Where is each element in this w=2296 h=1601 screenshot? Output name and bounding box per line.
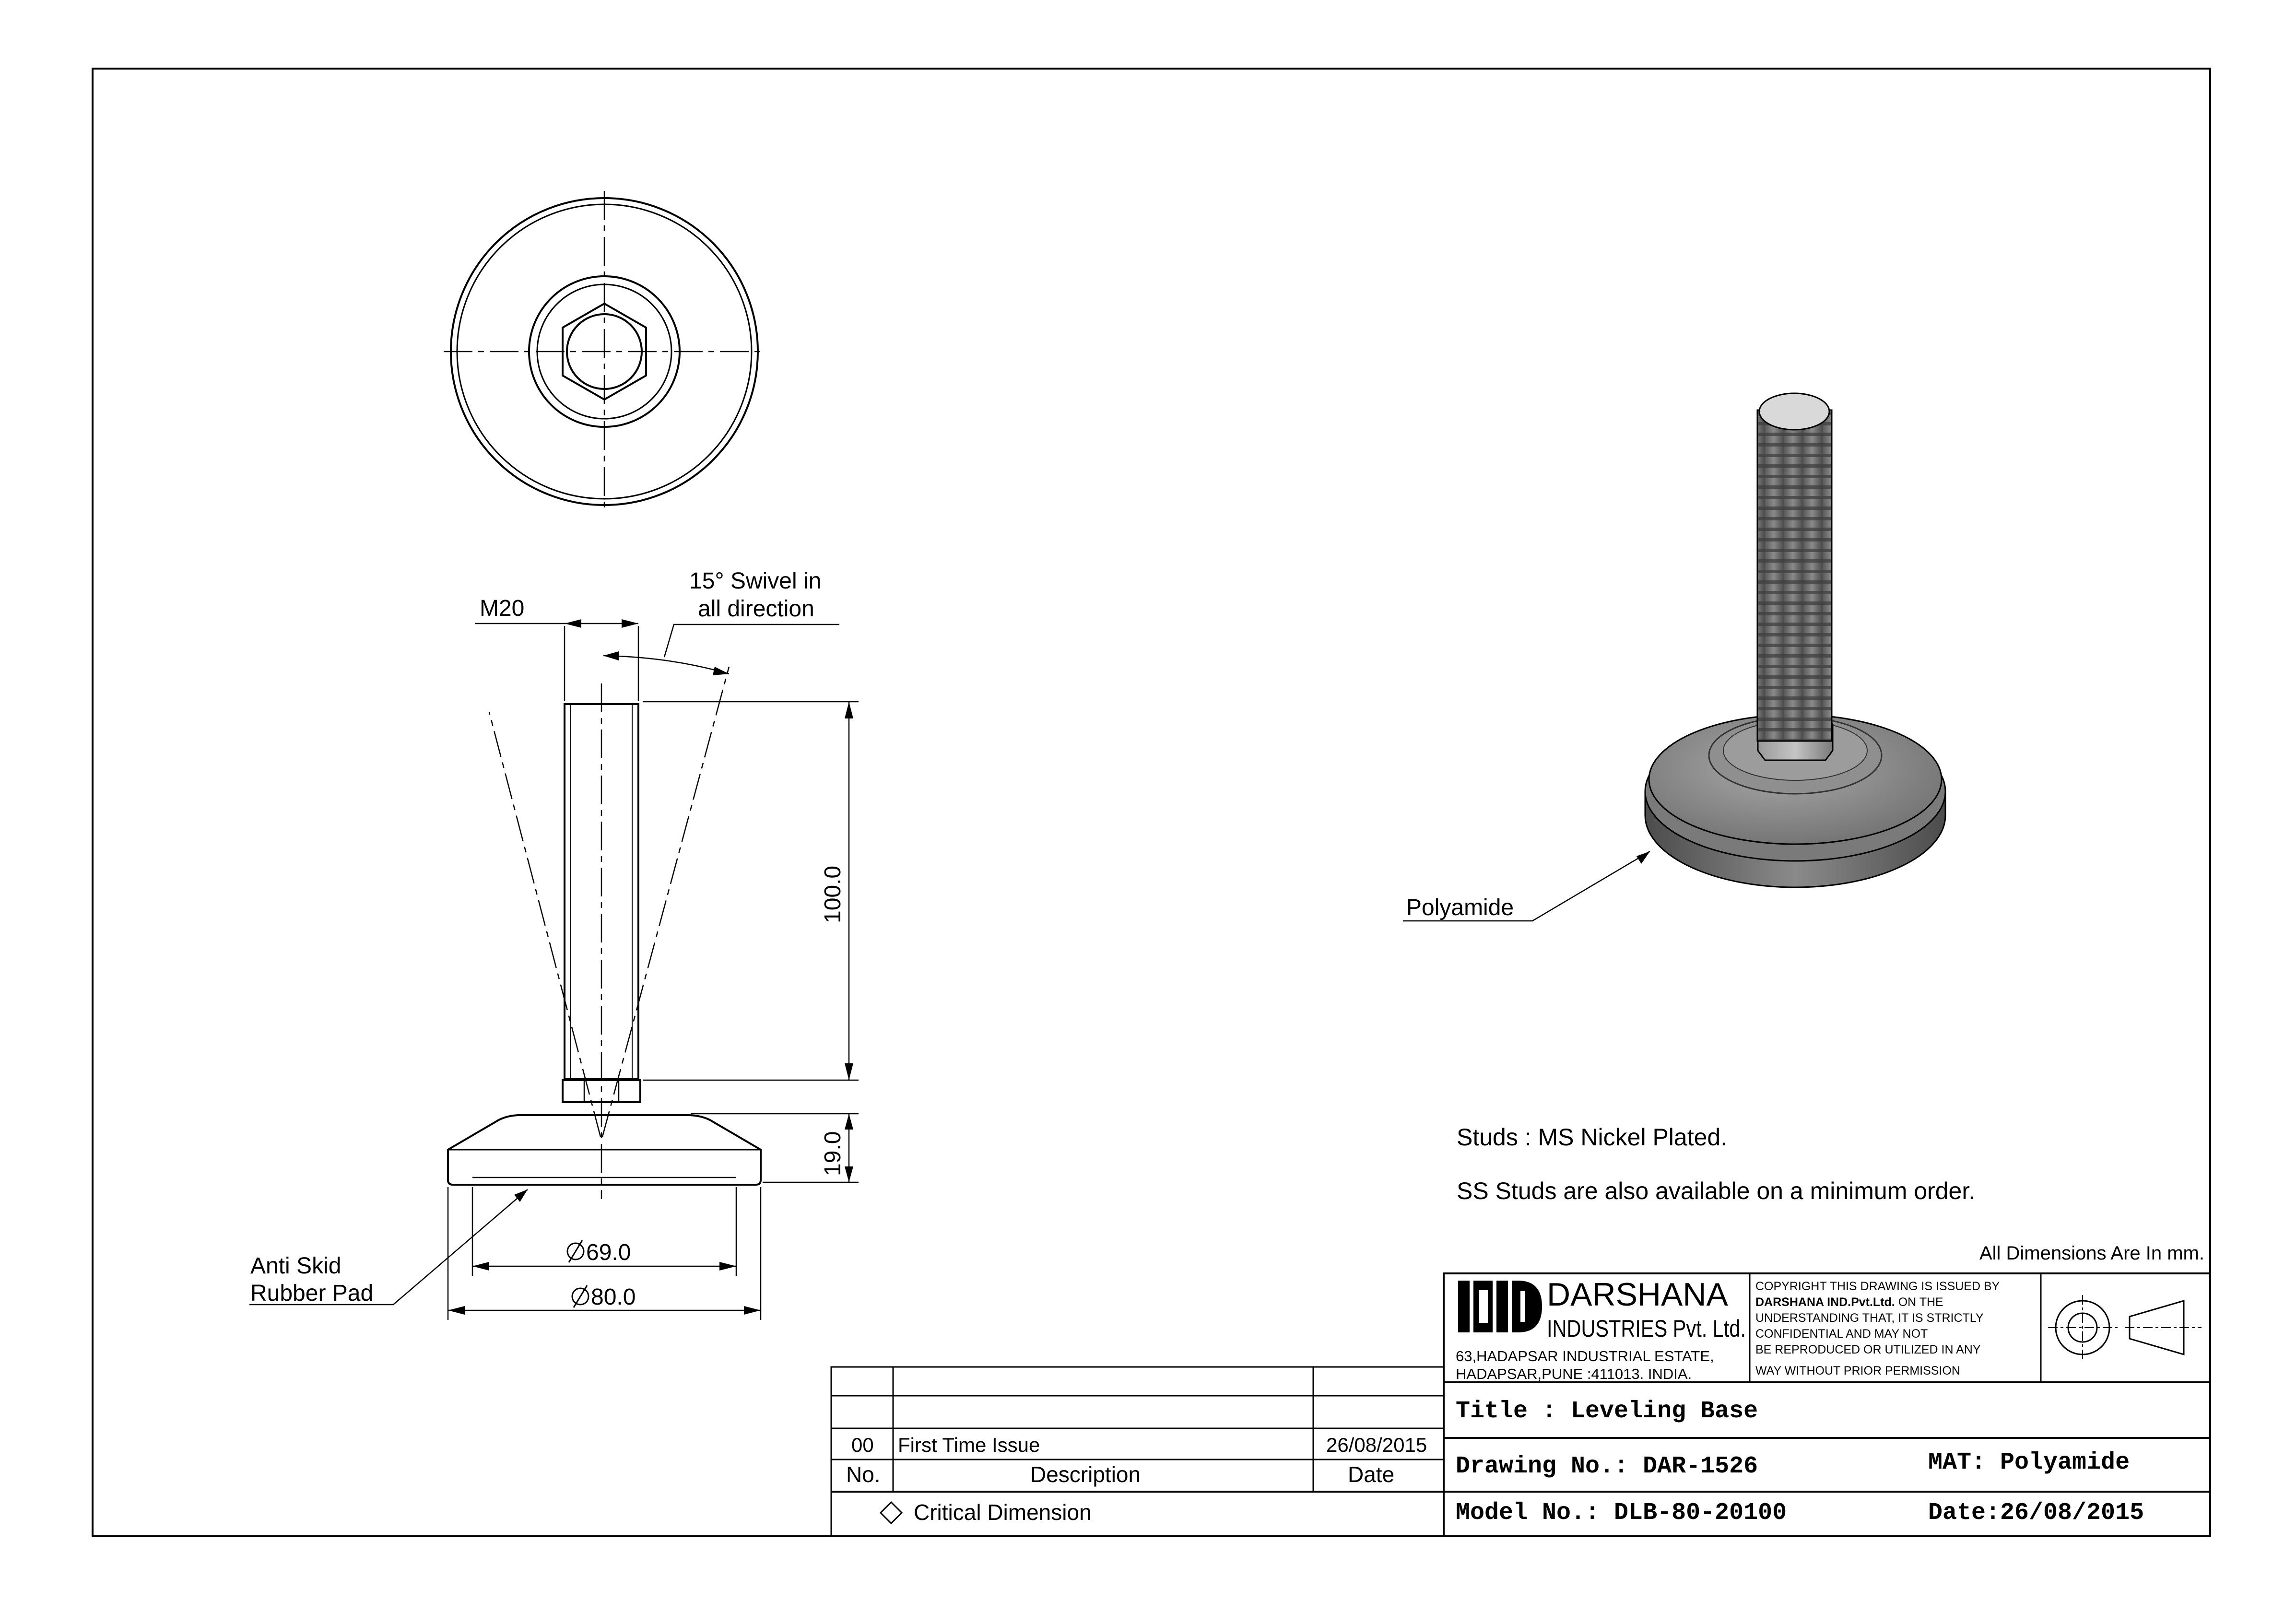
svg-text:UNDERSTANDING THAT, IT IS STRI: UNDERSTANDING THAT, IT IS STRICTLY <box>1755 1311 1984 1325</box>
base-dimension-label: 19.0 <box>820 1131 846 1176</box>
dimensions-note: All Dimensions Are In mm. <box>1979 1243 2204 1264</box>
revision-date: 26/08/2015 <box>1326 1434 1427 1456</box>
svg-text:WAY WITHOUT PRIOR PERMISSION: WAY WITHOUT PRIOR PERMISSION <box>1755 1364 1960 1377</box>
company-address-line1: 63,HADAPSAR INDUSTRIAL ESTATE, <box>1456 1348 1714 1365</box>
polyamide-label: Polyamide <box>1406 895 1514 920</box>
anti-skid-label-line1: Anti Skid <box>250 1253 341 1279</box>
ss-studs-note: SS Studs are also available on a minimum order. <box>1457 1177 1976 1204</box>
svg-text:CONFIDENTIAL AND MAY NOT: CONFIDENTIAL AND MAY NOT <box>1755 1327 1928 1341</box>
swivel-label-line2: all direction <box>698 596 814 622</box>
company-address-line2: HADAPSAR,PUNE :411013. INDIA. <box>1456 1366 1692 1382</box>
darshana-logo <box>1458 1281 1542 1332</box>
header-date: Date <box>1348 1462 1395 1487</box>
m20-label: M20 <box>480 596 525 621</box>
drawing-number: Drawing No.: DAR-1526 <box>1456 1453 1758 1480</box>
svg-text:BE REPRODUCED OR UTILIZED IN A: BE REPRODUCED OR UTILIZED IN ANY <box>1755 1343 1981 1356</box>
header-no: No. <box>846 1462 881 1487</box>
revision-number: 00 <box>851 1434 874 1456</box>
critical-dimension-label: Critical Dimension <box>914 1500 1092 1525</box>
height-dimension-label: 100.0 <box>820 865 846 923</box>
svg-text:DARSHANA IND.Pvt.Ltd. ON THE: DARSHANA IND.Pvt.Ltd. ON THE <box>1755 1295 1943 1309</box>
revision-headers <box>846 1462 1394 1487</box>
header-description: Description <box>1030 1462 1141 1487</box>
copyright-text <box>1755 1280 2000 1377</box>
outer-diameter-label: 80.0 <box>591 1284 636 1310</box>
isometric-view <box>1403 393 1945 921</box>
swivel-label-line1: 15° Swivel in <box>689 568 822 594</box>
inner-diameter-label: 69.0 <box>586 1240 631 1265</box>
front-view <box>249 619 859 1320</box>
svg-text:COPYRIGHT THIS DRAWING IS ISSU: COPYRIGHT THIS DRAWING IS ISSUED BY <box>1755 1280 2000 1293</box>
company-name: DARSHANA <box>1547 1276 1728 1313</box>
model-number: Model No.: DLB-80-20100 <box>1456 1499 1787 1527</box>
diameter-symbol-icon <box>567 1240 589 1307</box>
material: MAT: Polyamide <box>1928 1449 2130 1476</box>
critical-diamond-icon <box>881 1502 902 1523</box>
drawing-date: Date:26/08/2015 <box>1928 1499 2144 1527</box>
studs-note: Studs : MS Nickel Plated. <box>1457 1124 1728 1151</box>
drawing-title: Title : Leveling Base <box>1456 1398 1758 1425</box>
revision-description: First Time Issue <box>898 1434 1040 1456</box>
revision-row <box>851 1434 1427 1456</box>
top-view <box>444 191 765 512</box>
projection-symbol-icon <box>2048 1295 2202 1360</box>
anti-skid-label-line2: Rubber Pad <box>250 1281 374 1306</box>
company-sub: INDUSTRIES Pvt. Ltd. <box>1547 1315 1746 1342</box>
